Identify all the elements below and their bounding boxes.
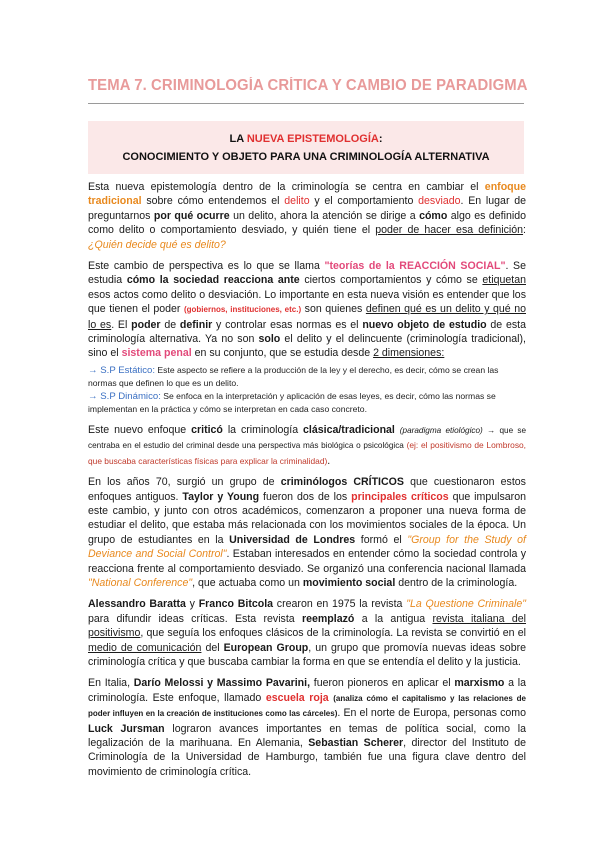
text: → que se centraba en el estudio del criminal desde una perspectiva más biológica o psicológica: [88, 425, 527, 451]
page-title: TEMA 7. CRIMINOLOGÍA CRÍTICA Y CAMBIO DE PARADIGMA: [88, 77, 528, 94]
bullet-label: → S.P Dinámico:: [88, 390, 161, 402]
text: un delito, ahora la atención se dirige a: [229, 209, 420, 222]
underlined-text: 2 dimensiones:: [373, 347, 445, 360]
text: , que actuaba como un: [192, 576, 303, 589]
text: el delito y el delincuente (criminología tradicional), sino el: [88, 333, 526, 360]
bold-text: Taylor y Young: [182, 490, 260, 503]
list-item: [88, 364, 526, 390]
heading-suffix: :: [378, 133, 383, 145]
text: crearon en 1975 la revista: [273, 598, 407, 611]
document-body: [88, 180, 526, 786]
text: ciertos comportamientos y cómo se: [299, 274, 483, 287]
bold-text: criminólogos CRÍTICOS: [280, 476, 404, 489]
text: a la criminología. Este enfoque, llamado: [88, 677, 526, 704]
bold-text: Luck Jursman: [88, 722, 165, 735]
paragraph-5: [88, 597, 526, 669]
bold-text: European Group: [223, 641, 309, 654]
text: que cuestionaron estos enfoques antiguos.: [88, 476, 526, 503]
bold-text: clásica/tradicional: [303, 423, 395, 436]
text: , que seguía los enfoques clásicos de la criminología. La revista se convirtió en el: [140, 627, 526, 640]
italic-note: (paradigma etiológico): [399, 425, 483, 435]
underlined-text: revista italiana del positivismo: [88, 612, 527, 640]
text: . El: [111, 318, 132, 331]
bold-text: Alessandro Baratta: [88, 598, 186, 611]
underlined-text: etiquetan: [482, 274, 526, 287]
bold-text: Sebastian Scherer: [308, 737, 404, 749]
dimensions-list: [88, 364, 526, 416]
paragraph-4: [88, 475, 526, 590]
highlight-text: desviado: [418, 195, 461, 208]
bold-text: cómo: [419, 209, 448, 222]
text: son quienes: [301, 303, 366, 316]
bold-text: Darío Melossi y Massimo Pavarini,: [133, 677, 311, 690]
text: lograron avances importantes en temas de política social, como la legalización de la marihuana. En Alemania,: [88, 722, 526, 749]
text: . Se estudia: [88, 260, 526, 287]
text: Este nuevo enfoque: [88, 423, 192, 436]
text: y el comportamiento: [309, 195, 419, 208]
text: del: [201, 641, 224, 654]
text: para difundir ideas críticas. Esta revista: [88, 612, 302, 625]
italic-title: "National Conference": [88, 576, 193, 589]
paragraph-1: [88, 180, 526, 252]
text: que impulsaron este cambio, y junto con otros académicos, comenzaron a proponer una nueva forma de estudiar el delito, que estaba más relacionada con los movimientos sociales de la época. Un grupo de estudiantes en la: [88, 490, 526, 546]
italic-title: "Group for the Study of Deviance and Social Control": [88, 533, 527, 561]
text: sobre cómo entendemos el: [141, 195, 285, 208]
text: algo es definido como delito o comportamiento desviado, y quién tiene el: [88, 209, 526, 237]
bold-text: Universidad de Londres: [229, 533, 356, 546]
highlight-text: enfoque tradicional: [88, 181, 526, 208]
bold-text: cómo la sociedad reacciona ante: [126, 274, 300, 287]
example-note: (ej: el positivismo de Lombroso, que buscaba características físicas para explicar la criminalidad): [88, 440, 526, 466]
text: En los años 70, surgió un grupo de: [88, 476, 281, 489]
bold-text: marxismo: [454, 677, 505, 690]
bold-text: poder: [131, 318, 161, 331]
heading-highlight: NUEVA EPISTEMOLOGÍA: [246, 133, 379, 145]
text: de: [160, 318, 180, 331]
bold-text: solo: [258, 333, 281, 346]
bold-text: criticó: [191, 423, 223, 436]
paragraph-3: [88, 423, 526, 468]
paragraph-6: [88, 676, 526, 779]
bold-text: nuevo objeto de estudio: [362, 318, 487, 331]
text: y controlar esas normas es el: [212, 318, 363, 331]
bold-text: movimiento social: [302, 576, 396, 589]
text: .: [327, 454, 331, 467]
text: dentro de la criminología.: [395, 576, 518, 589]
bold-text: por qué ocurre: [153, 209, 230, 222]
bold-text: definir: [179, 318, 213, 331]
text: la criminología: [222, 423, 304, 436]
title-divider: [88, 103, 524, 104]
underlined-text: definen qué es un delito y qué no lo es: [88, 303, 526, 331]
section-heading-box: [88, 121, 524, 174]
section-heading-line2: CONOCIMIENTO Y OBJETO PARA UNA CRIMINOLOGÍA ALTERNATIVA: [122, 151, 490, 163]
text: de esta criminología alternativa. Ya no son: [88, 318, 526, 346]
list-item: [88, 390, 526, 416]
text: esos actos como delito o desviación. Lo importante en esta nueva visión es entender que los que tienen el poder: [88, 288, 526, 316]
highlight-text: "teorías de la REACCIÓN SOCIAL": [324, 260, 506, 273]
text: :: [523, 224, 526, 237]
text: . En lugar de preguntarnos: [88, 195, 526, 222]
question-text: ¿Quién decide qué es delito?: [88, 238, 226, 251]
heading-prefix: LA: [229, 133, 247, 145]
small-note: (analiza cómo el capitalismo y las relaciones de poder influyen en la creación de instituciones como las cárceles): [88, 693, 526, 719]
highlight-text: delito: [284, 195, 310, 208]
bold-text: reemplazó: [301, 612, 355, 625]
text: fueron dos de los: [259, 490, 352, 503]
text: y: [185, 598, 199, 611]
paragraph-2: [88, 259, 526, 361]
text: En Italia,: [88, 677, 134, 690]
text: fueron pioneros en aplicar el: [310, 677, 455, 690]
bullet-text: Se enfoca en la interpretación y aplicación de esas leyes, es decir, cómo las normas se implementan en la práctica y cómo se interpretan en cada caso concreto.: [88, 390, 496, 414]
underlined-text: poder de hacer esa definición: [375, 224, 524, 237]
highlight-text: sistema penal: [121, 347, 192, 360]
text: formó el: [355, 533, 408, 546]
small-note: (gobiernos, instituciones, etc.): [183, 305, 302, 315]
text: a la antigua: [354, 612, 433, 625]
text: . Estaban interesados en entender cómo la sociedad controla y reacciona frente al comportamiento desviado. Se organizó una conferencia nacional llamada: [88, 548, 526, 575]
italic-title: "La Questione Criminale": [406, 598, 526, 611]
section-heading-line1: [88, 133, 524, 145]
highlight-text: escuela roja: [265, 691, 329, 704]
text: , un grupo que promovía nuevas ideas sobre criminología crítica y que buscaba cambiar la forma en que se entendía el delito y la justicia.: [88, 641, 527, 668]
text: Este cambio de perspectiva es lo que se llama: [88, 260, 325, 273]
underlined-text: medio de comunicación: [88, 641, 202, 654]
text: , director del Instituto de Criminología de la Universidad de Hamburgo, también fue una figura clave dentro del movimiento de criminología crítica.: [88, 737, 527, 778]
text: en su conjunto, que se estudia desde: [191, 347, 374, 360]
bullet-text: Este aspecto se refiere a la producción de la ley y el derecho, es decir, cómo se crean las normas que definen lo que es un delito.: [88, 364, 499, 388]
text: Esta nueva epistemología dentro de la criminología se centra en cambiar el: [88, 181, 485, 193]
text: . En el norte de Europa, personas como: [337, 707, 526, 720]
highlight-text: principales críticos: [351, 490, 449, 503]
bold-text: Franco Bitcola: [198, 598, 274, 611]
bullet-label: → S.P Estático:: [88, 364, 156, 376]
